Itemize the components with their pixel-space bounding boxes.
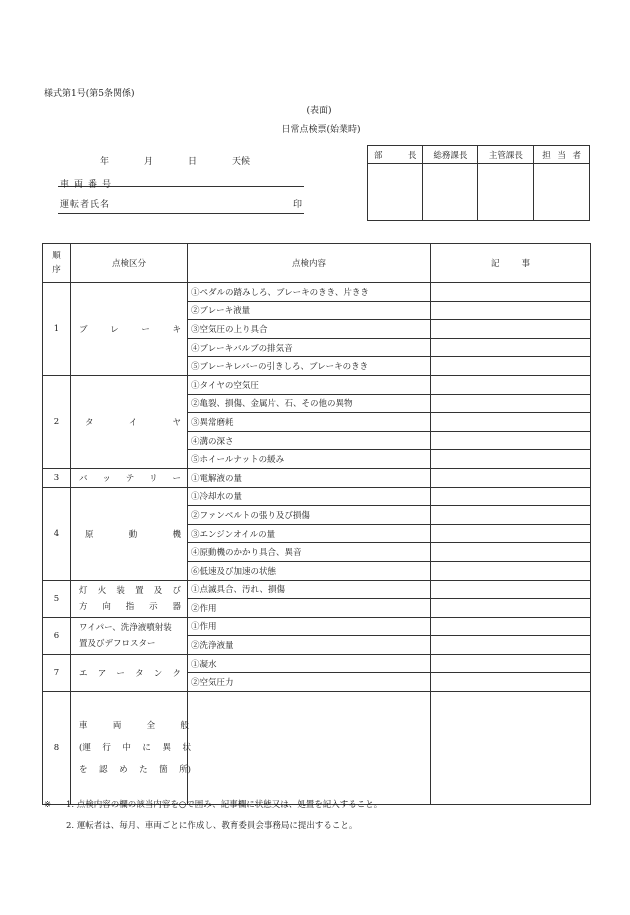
- section-category: 原 動 機: [71, 487, 188, 580]
- approval-header-supervisor: 主管課長: [478, 146, 534, 164]
- section-number: 4: [43, 487, 71, 580]
- remarks-cell[interactable]: [431, 561, 591, 580]
- inspection-item[interactable]: ①凝水: [188, 654, 431, 673]
- table-header-row: [43, 244, 591, 283]
- header-remarks: 記 事: [431, 244, 591, 283]
- table-row: [43, 580, 591, 599]
- remarks-cell[interactable]: [431, 617, 591, 636]
- day-label: 日: [187, 157, 197, 167]
- remarks-cell[interactable]: [431, 357, 591, 376]
- note-2: 2. 運転者は、毎月、車両ごとに作成し、教育委員会事務局に提出すること。: [66, 821, 358, 831]
- remarks-cell[interactable]: [431, 487, 591, 506]
- remarks-cell[interactable]: [431, 654, 591, 673]
- inspection-item[interactable]: ②ブレーキ液量: [188, 301, 431, 320]
- inspection-item[interactable]: ④ブレーキバルブの排気音: [188, 338, 431, 357]
- remarks-cell[interactable]: [431, 431, 591, 450]
- inspection-item[interactable]: ③エンジンオイルの量: [188, 524, 431, 543]
- section-number: 8: [43, 692, 71, 805]
- remarks-cell[interactable]: [431, 338, 591, 357]
- remarks-cell[interactable]: [431, 580, 591, 599]
- remarks-cell[interactable]: [431, 506, 591, 525]
- remarks-cell[interactable]: [431, 413, 591, 432]
- section-category: タ イ ヤ: [71, 375, 188, 468]
- date-weather-row: [100, 156, 250, 168]
- approval-header-general-affairs: 総務課長: [423, 146, 478, 164]
- remarks-cell[interactable]: [431, 599, 591, 618]
- inspection-item[interactable]: ①冷却水の量: [188, 487, 431, 506]
- section-number: 1: [43, 283, 71, 376]
- table-row: [43, 283, 591, 302]
- remarks-cell[interactable]: [431, 394, 591, 413]
- header-order: 順 序: [43, 244, 71, 283]
- section-category: ワイパー、洗浄液噴射装 置及びデフロスター: [71, 617, 188, 654]
- section-number: 3: [43, 468, 71, 487]
- inspection-item[interactable]: ①電解液の量: [188, 468, 431, 487]
- stamp-box[interactable]: [423, 164, 478, 221]
- remarks-cell[interactable]: [431, 673, 591, 692]
- inspection-table: [42, 243, 591, 805]
- inspection-item[interactable]: ②作用: [188, 599, 431, 618]
- approval-header-staff: 担 当 者: [534, 146, 590, 164]
- inspection-item[interactable]: ③異常磨耗: [188, 413, 431, 432]
- inspection-item-blank[interactable]: [188, 692, 431, 805]
- section-category: エ ア ー タ ン ク: [71, 654, 188, 691]
- remarks-cell[interactable]: [431, 450, 591, 469]
- remarks-cell[interactable]: [431, 524, 591, 543]
- inspection-item[interactable]: ⑥低速及び加速の状態: [188, 561, 431, 580]
- remarks-cell[interactable]: [431, 543, 591, 562]
- form-reference: 様式第1号(第5条関係): [44, 89, 135, 99]
- header-content: 点検内容: [188, 244, 431, 283]
- approval-table: [367, 145, 590, 221]
- table-row: [43, 468, 591, 487]
- seal-label: 印: [292, 200, 302, 210]
- remarks-cell[interactable]: [431, 636, 591, 655]
- inspection-item[interactable]: ①点滅具合、汚れ、損傷: [188, 580, 431, 599]
- stamp-box[interactable]: [368, 164, 423, 221]
- vehicle-number-field[interactable]: [58, 172, 304, 190]
- remarks-cell[interactable]: [431, 320, 591, 339]
- inspection-item[interactable]: ⑤ブレーキレバーの引きしろ、ブレーキのきき: [188, 357, 431, 376]
- weather-label: 天候: [231, 157, 250, 167]
- remarks-cell[interactable]: [431, 375, 591, 394]
- inspection-item[interactable]: ④溝の深さ: [188, 431, 431, 450]
- stamp-box[interactable]: [478, 164, 534, 221]
- remarks-cell[interactable]: [431, 283, 591, 302]
- table-row: [43, 487, 591, 506]
- inspection-item[interactable]: ①タイヤの空気圧: [188, 375, 431, 394]
- approval-stamp-row: [368, 164, 590, 221]
- section-number: 2: [43, 375, 71, 468]
- driver-name-field[interactable]: [58, 199, 304, 214]
- remarks-cell[interactable]: [431, 692, 591, 805]
- remarks-cell[interactable]: [431, 301, 591, 320]
- inspection-item[interactable]: ①ペダルの踏みしろ、ブレーキのきき、片きき: [188, 283, 431, 302]
- approval-header-dept-head: 部 長: [368, 146, 423, 164]
- inspection-item[interactable]: ④原動機のかかり具合、異音: [188, 543, 431, 562]
- section-category: バ ッ テ リ ー: [71, 468, 188, 487]
- section-category: ブ レ ー キ: [71, 283, 188, 376]
- section-number: 5: [43, 580, 71, 617]
- section-number: 7: [43, 654, 71, 691]
- driver-name-label: 運転者氏名: [60, 200, 111, 210]
- section-category: 灯 火 装 置 及 び 方 向 指 示 器: [71, 580, 188, 617]
- section-category: 車 両 全 般 (運 行 中 に 異 状 を 認 め た 箇 所): [71, 692, 188, 805]
- approval-header-row: [368, 146, 590, 164]
- inspection-item[interactable]: ⑤ホイールナットの緩み: [188, 450, 431, 469]
- side-label: (表面): [306, 106, 332, 116]
- form-title: 日常点検票(始業時): [281, 125, 361, 135]
- remarks-cell[interactable]: [431, 468, 591, 487]
- year-label: 年: [100, 157, 110, 167]
- inspection-item[interactable]: ③空気圧の上り具合: [188, 320, 431, 339]
- inspection-item[interactable]: ②亀裂、損傷、金属片、石、その他の異物: [188, 394, 431, 413]
- inspection-item[interactable]: ②洗浄液量: [188, 636, 431, 655]
- inspection-item[interactable]: ②ファンベルトの張り及び損傷: [188, 506, 431, 525]
- header-category: 点検区分: [71, 244, 188, 283]
- vehicle-number-label: 車両番号: [60, 180, 117, 190]
- stamp-box[interactable]: [534, 164, 590, 221]
- section-number: 6: [43, 617, 71, 654]
- table-row: [43, 692, 591, 805]
- inspection-item[interactable]: ②空気圧力: [188, 673, 431, 692]
- notes-mark: ※: [44, 800, 52, 810]
- inspection-item[interactable]: ①作用: [188, 617, 431, 636]
- table-row: [43, 654, 591, 673]
- month-label: 月: [143, 157, 153, 167]
- table-row: [43, 617, 591, 636]
- table-row: [43, 375, 591, 394]
- note-1: 1. 点検内容の欄の該当内容を○で囲み、記事欄に状態又は、処置を記入すること。: [66, 800, 383, 810]
